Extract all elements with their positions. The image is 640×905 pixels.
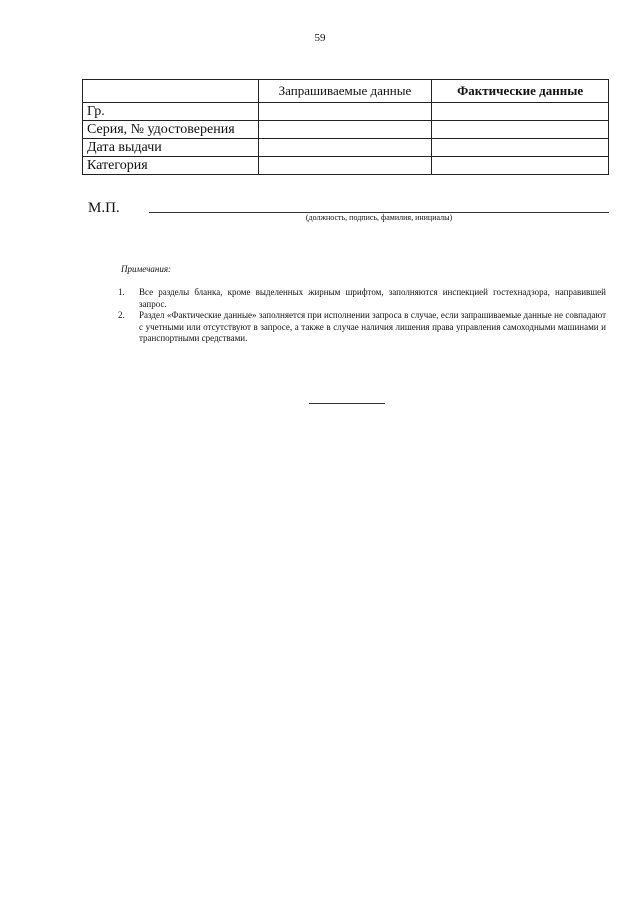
row-label-citizenship: Гр. — [83, 103, 259, 121]
notes-list — [118, 287, 606, 345]
requested-value-cell[interactable] — [258, 103, 432, 121]
table-row — [83, 139, 609, 157]
list-item — [118, 287, 606, 310]
stamp-label: М.П. — [88, 200, 120, 216]
requested-value-cell[interactable] — [258, 157, 432, 175]
table-row — [83, 103, 609, 121]
row-label-issue-date: Дата выдачи — [83, 139, 259, 157]
list-item — [118, 310, 606, 345]
actual-value-cell[interactable] — [432, 139, 609, 157]
actual-value-cell[interactable] — [432, 157, 609, 175]
table-header-row — [83, 80, 609, 103]
note-text: Все разделы бланка, кроме выделенных жирным шрифтом, заполняются инспекцией гостехнадзора, направившей запрос. — [139, 287, 606, 309]
table-row — [83, 157, 609, 175]
actual-value-cell[interactable] — [432, 121, 609, 139]
requested-value-cell[interactable] — [258, 139, 432, 157]
header-requested-data: Запрашиваемые данные — [258, 80, 432, 103]
header-actual-data: Фактические данные — [432, 80, 609, 103]
note-text: Раздел «Фактические данные» заполняется при исполнении запроса в случае, если запрашиваемые данные не совпадают с учетными или отсутствуют в запросе, а также в случае наличия лишения права управления самоходными машинами и транспортными средствами. — [139, 310, 606, 343]
page-number: 59 — [314, 32, 326, 44]
note-number: 2. — [118, 310, 125, 320]
note-number: 1. — [118, 287, 125, 297]
footer-divider — [309, 403, 385, 404]
data-comparison-table — [82, 79, 609, 175]
actual-value-cell[interactable] — [432, 103, 609, 121]
requested-value-cell[interactable] — [258, 121, 432, 139]
notes-title: Примечания: — [121, 264, 172, 274]
signature-caption: (должность, подпись, фамилия, инициалы) — [305, 213, 453, 222]
table-row — [83, 121, 609, 139]
row-label-category: Категория — [83, 157, 259, 175]
row-label-license-series: Серия, № удостоверения — [83, 121, 259, 139]
header-empty-cell — [83, 80, 259, 103]
